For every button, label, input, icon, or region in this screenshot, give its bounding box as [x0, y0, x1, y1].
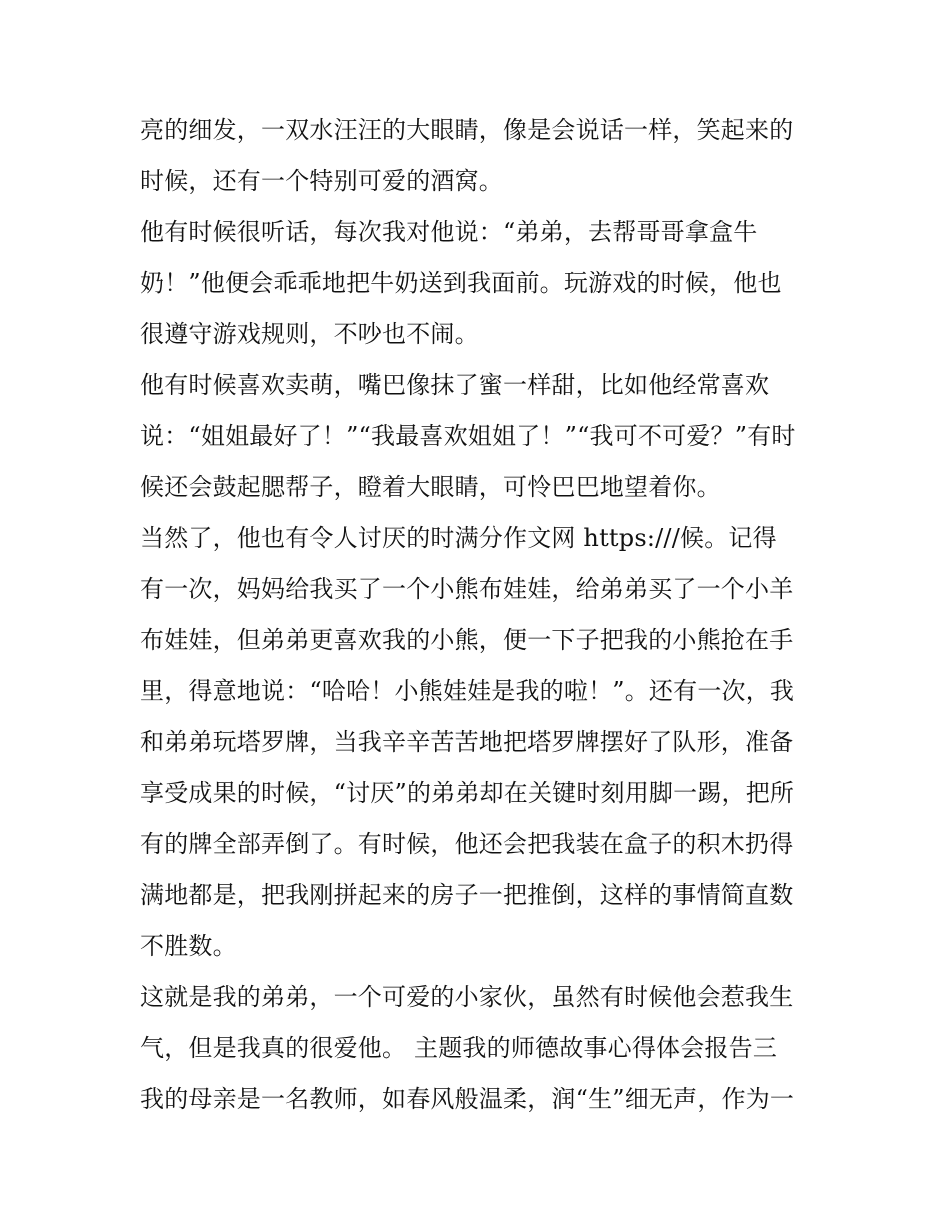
- text-line: 不胜数。: [140, 932, 237, 960]
- text-line: 很遵守游戏规则，不吵也不闹。: [140, 320, 479, 348]
- text-line: 布娃娃，但弟弟更喜欢我的小熊，便一下子把我的小熊抢在手: [140, 626, 794, 654]
- text-line: 满地都是，把我刚拼起来的房子一把推倒，这样的事情简直数: [140, 881, 794, 909]
- text-line: 气，但是我真的很爱他。 主题我的师德故事心得体会报告三: [140, 1034, 778, 1062]
- text-line: 里，得意地说：“哈哈！小熊娃娃是我的啦！”。还有一次，我: [140, 677, 795, 705]
- text-line: 有一次，妈妈给我买了一个小熊布娃娃，给弟弟买了一个小羊: [140, 575, 794, 603]
- text-line: 有的牌全部弄倒了。有时候，他还会把我装在盒子的积木扔得: [140, 830, 794, 858]
- text-line: 时候，还有一个特别可爱的酒窝。: [140, 167, 503, 195]
- text-line: 和弟弟玩塔罗牌，当我辛辛苦苦地把塔罗牌摆好了队形，准备: [140, 728, 794, 756]
- text-line: 亮的细发，一双水汪汪的大眼睛，像是会说话一样，笑起来的: [140, 116, 794, 144]
- text-line: 他有时候很听话，每次我对他说：“弟弟，去帮哥哥拿盒牛: [140, 218, 758, 246]
- text-line: 候还会鼓起腮帮子，瞪着大眼睛，可怜巴巴地望着你。: [140, 473, 721, 501]
- text-line: 他有时候喜欢卖萌，嘴巴像抹了蜜一样甜，比如他经常喜欢: [140, 371, 770, 399]
- text-line: 当然了，他也有令人讨厌的时满分作文网 https:///候。记得: [140, 524, 777, 552]
- text-line: 说：“姐姐最好了！”“我最喜欢姐姐了！”“我可不可爱？”有时: [140, 422, 796, 450]
- text-line: 我的母亲是一名教师，如春风般温柔，润“生”细无声，作为一: [140, 1085, 795, 1113]
- text-line: 这就是我的弟弟，一个可爱的小家伙，虽然有时候他会惹我生: [140, 983, 794, 1011]
- document-body: [140, 109, 812, 1129]
- text-line: 奶！”他便会乖乖地把牛奶送到我面前。玩游戏的时候，他也: [140, 269, 782, 297]
- text-line: 享受成果的时候，“讨厌”的弟弟却在关键时刻用脚一踢，把所: [140, 779, 795, 807]
